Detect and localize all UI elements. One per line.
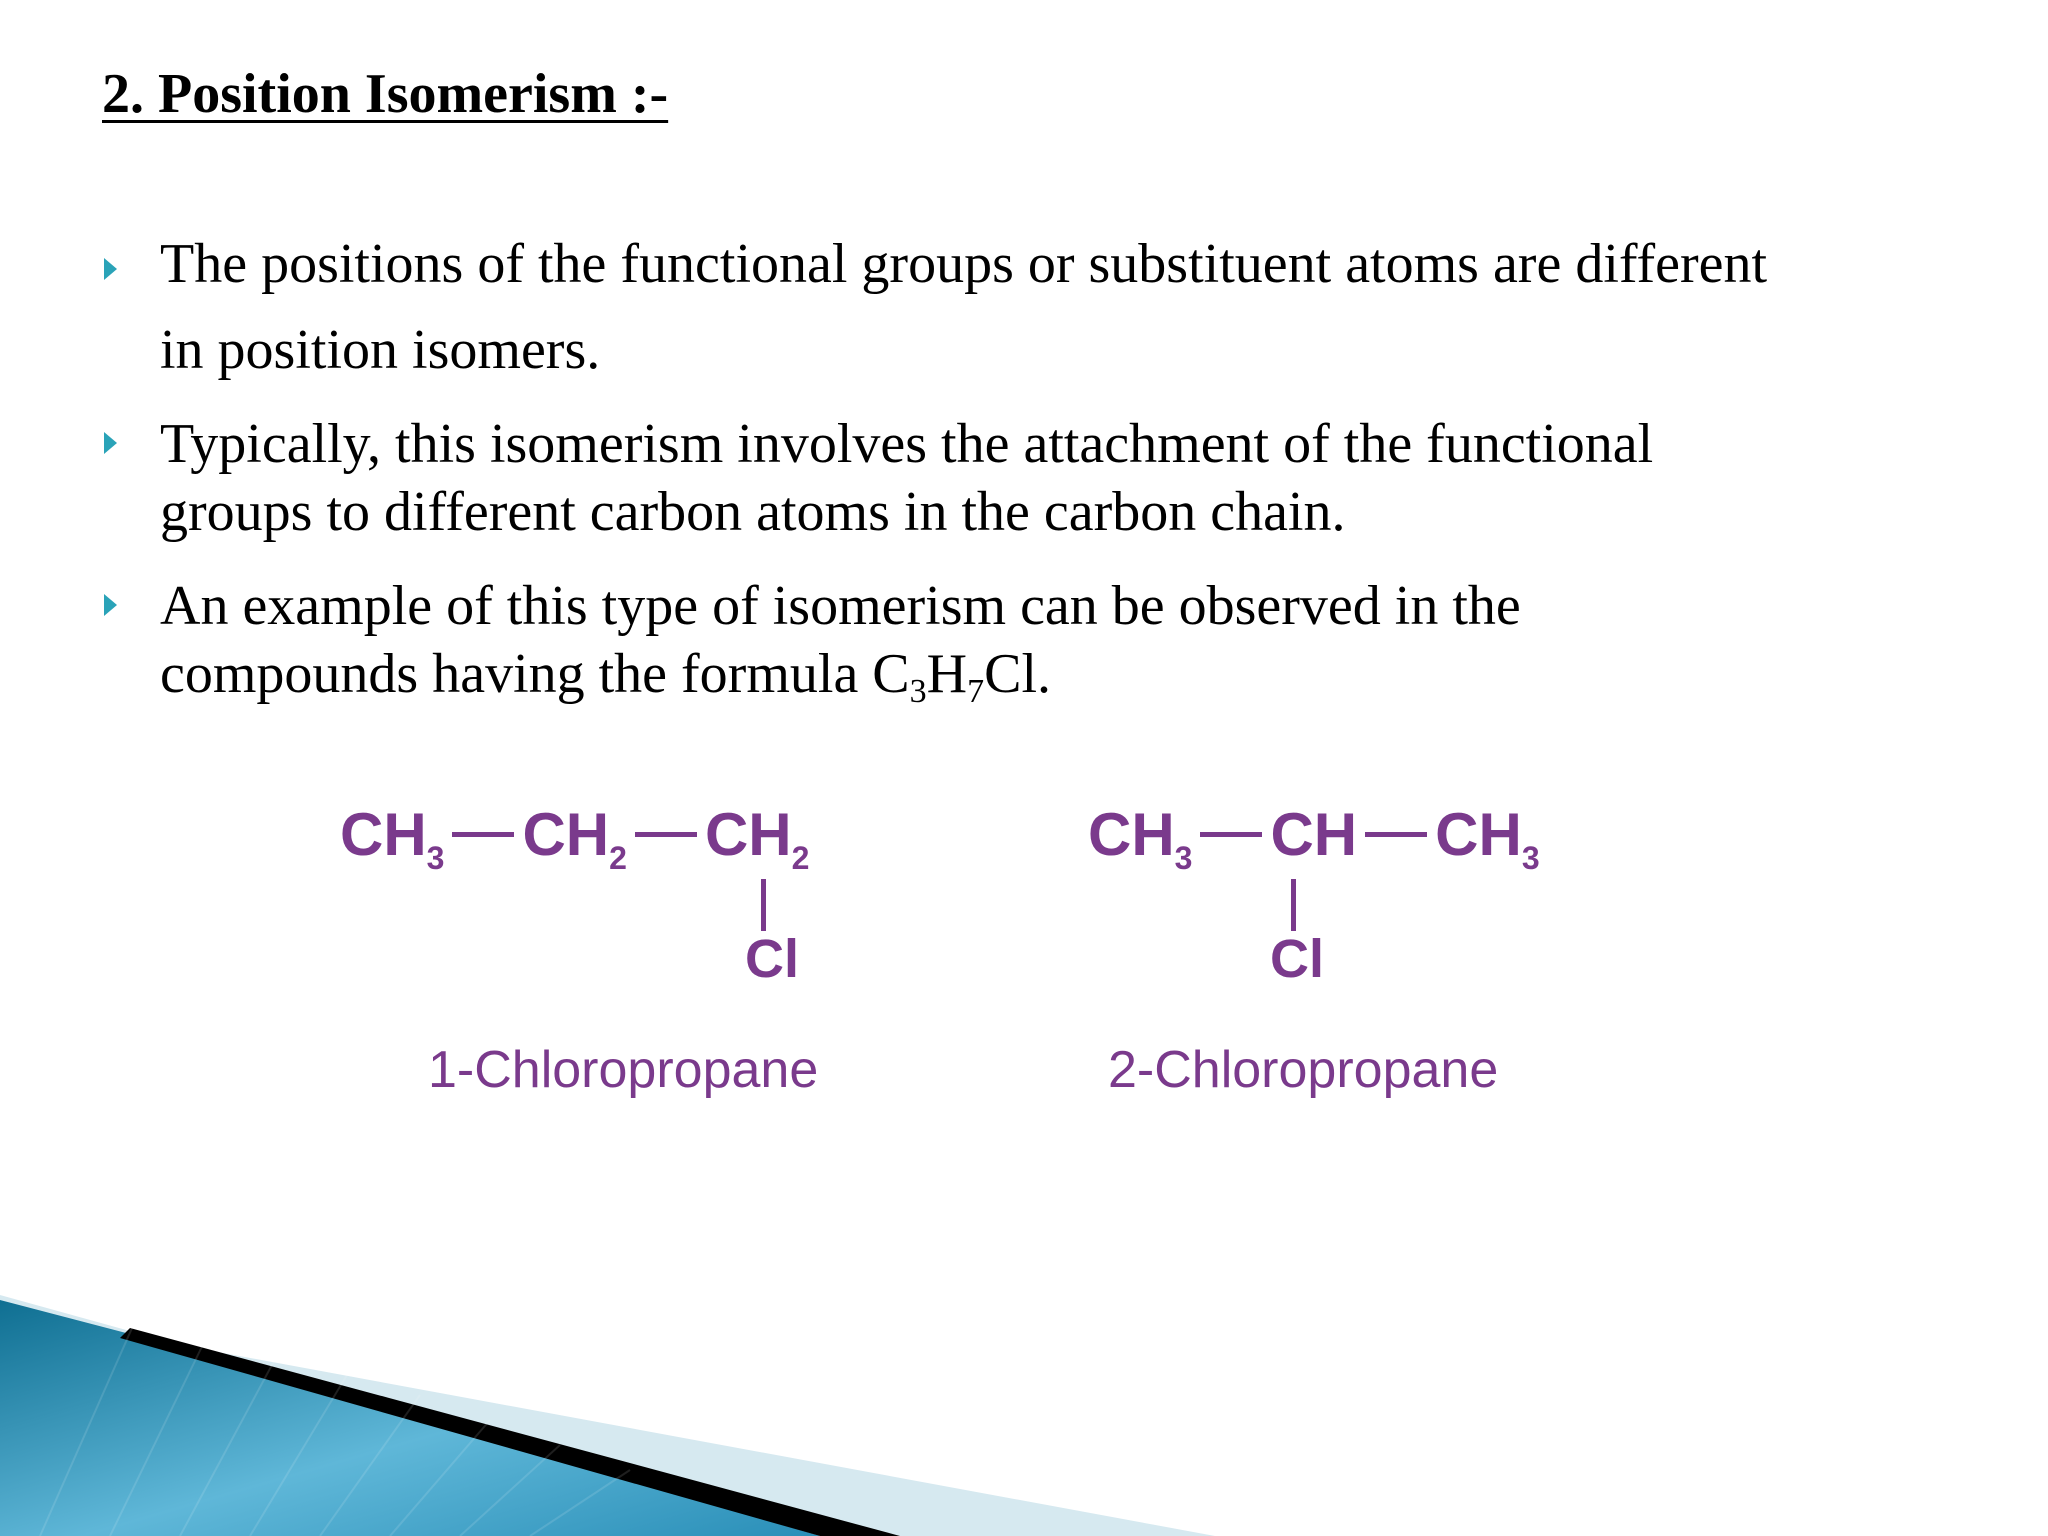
group-text: CH [1088, 801, 1175, 868]
compound-name: 1-Chloropropane [428, 1041, 819, 1099]
formula-prefix: compounds having the formula C [160, 643, 910, 705]
bullet-line: An example of this type of isomerism can be observed in the [160, 575, 1521, 637]
bullet-line: The positions of the functional groups or substituent atoms are different [160, 233, 1768, 295]
formula-sub: 3 [909, 673, 927, 710]
group-text: CH [340, 801, 427, 868]
group-sub: 3 [426, 840, 445, 876]
formula-suffix: Cl. [984, 643, 1052, 705]
substituent-cl: Cl [745, 929, 799, 989]
bullet-line: in position isomers. [160, 319, 601, 381]
slide-title: 2. Position Isomerism :- [102, 63, 669, 125]
group-text: CH [1435, 801, 1522, 868]
group-text: CH [522, 801, 610, 868]
group-sub: 3 [1521, 840, 1540, 876]
group-text: CH [1270, 801, 1358, 868]
formula-mid: H [926, 643, 968, 705]
group-sub: 3 [1174, 840, 1193, 876]
bullet-line: Typically, this isomerism involves the attachment of the functional [160, 413, 1654, 475]
substituent-cl: Cl [1270, 929, 1324, 989]
bullet-line: groups to different carbon atoms in the carbon chain. [160, 481, 1346, 543]
formula-sub: 7 [967, 673, 985, 710]
group-sub: 2 [791, 840, 810, 876]
group-sub: 2 [609, 840, 627, 876]
compound-name: 2-Chloropropane [1108, 1041, 1499, 1099]
group-text: CH [704, 801, 792, 868]
